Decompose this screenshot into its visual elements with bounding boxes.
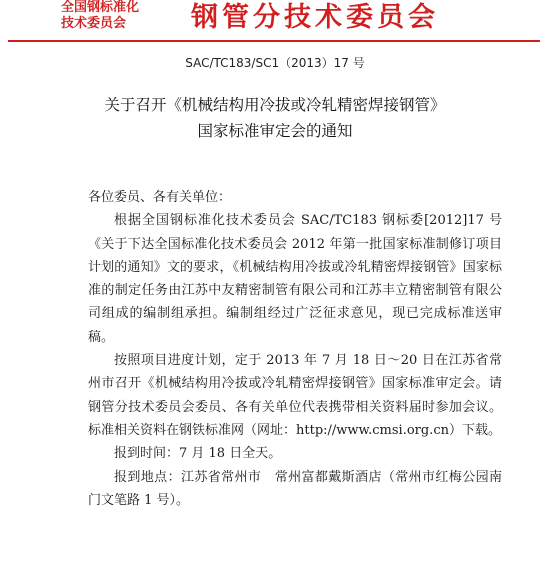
title-line-2: 国家标准审定会的通知 <box>197 122 353 140</box>
org-line-2: 技术委员会 <box>61 16 127 31</box>
org-name-small <box>61 0 139 32</box>
org-line-1: 全国钢标准化 <box>61 0 140 15</box>
document-body <box>88 186 502 512</box>
registration-location: 报到地点：江苏省常州市 常州富都戴斯酒店（常州市红梅公园南门文笔路 1 号）。 <box>88 469 502 508</box>
paragraph-2: 按照项目进度计划，定于 2013 年 7 月 18 日～20 日在江苏省常州市召开《机械结构用冷拔或冷轧精密焊接钢管》国家标准审定会。请钢管分技术委员会委员、各有关单位代表携带相关资料届时参加会议。标准相关资料在钢铁标准网（网址：http://www.cmsi.org.cn）下载。 <box>88 353 502 438</box>
salutation: 各位委员、各有关单位： <box>88 190 232 205</box>
letterhead <box>0 0 550 44</box>
letterhead-divider <box>8 40 540 42</box>
title-line-1: 关于召开《机械结构用冷拔或冷轧精密焊接钢管》 <box>104 96 446 114</box>
document-title <box>0 92 550 144</box>
paragraph-1: 根据全国钢标准化技术委员会 SAC/TC183 钢标委[2012]17 号《关于下达全国标准化技术委员会 2012 年第一批国家标准制修订项目计划的通知》文的要求，《机械结构用冷拔或冷轧精密焊接钢管》国家标准的制定任务由江苏中友精密制管有限公司和江苏丰立精密制管有限公司组成的编制组承担。编制组经过广泛征求意见，现已完成标准送审稿。 <box>88 213 502 345</box>
document-number: SAC/TC183/SC1（2013）17 号 <box>185 56 365 70</box>
committee-name: 钢管分技术委员会 <box>191 2 439 33</box>
registration-time: 报到时间：7 月 18 日全天。 <box>114 446 282 462</box>
